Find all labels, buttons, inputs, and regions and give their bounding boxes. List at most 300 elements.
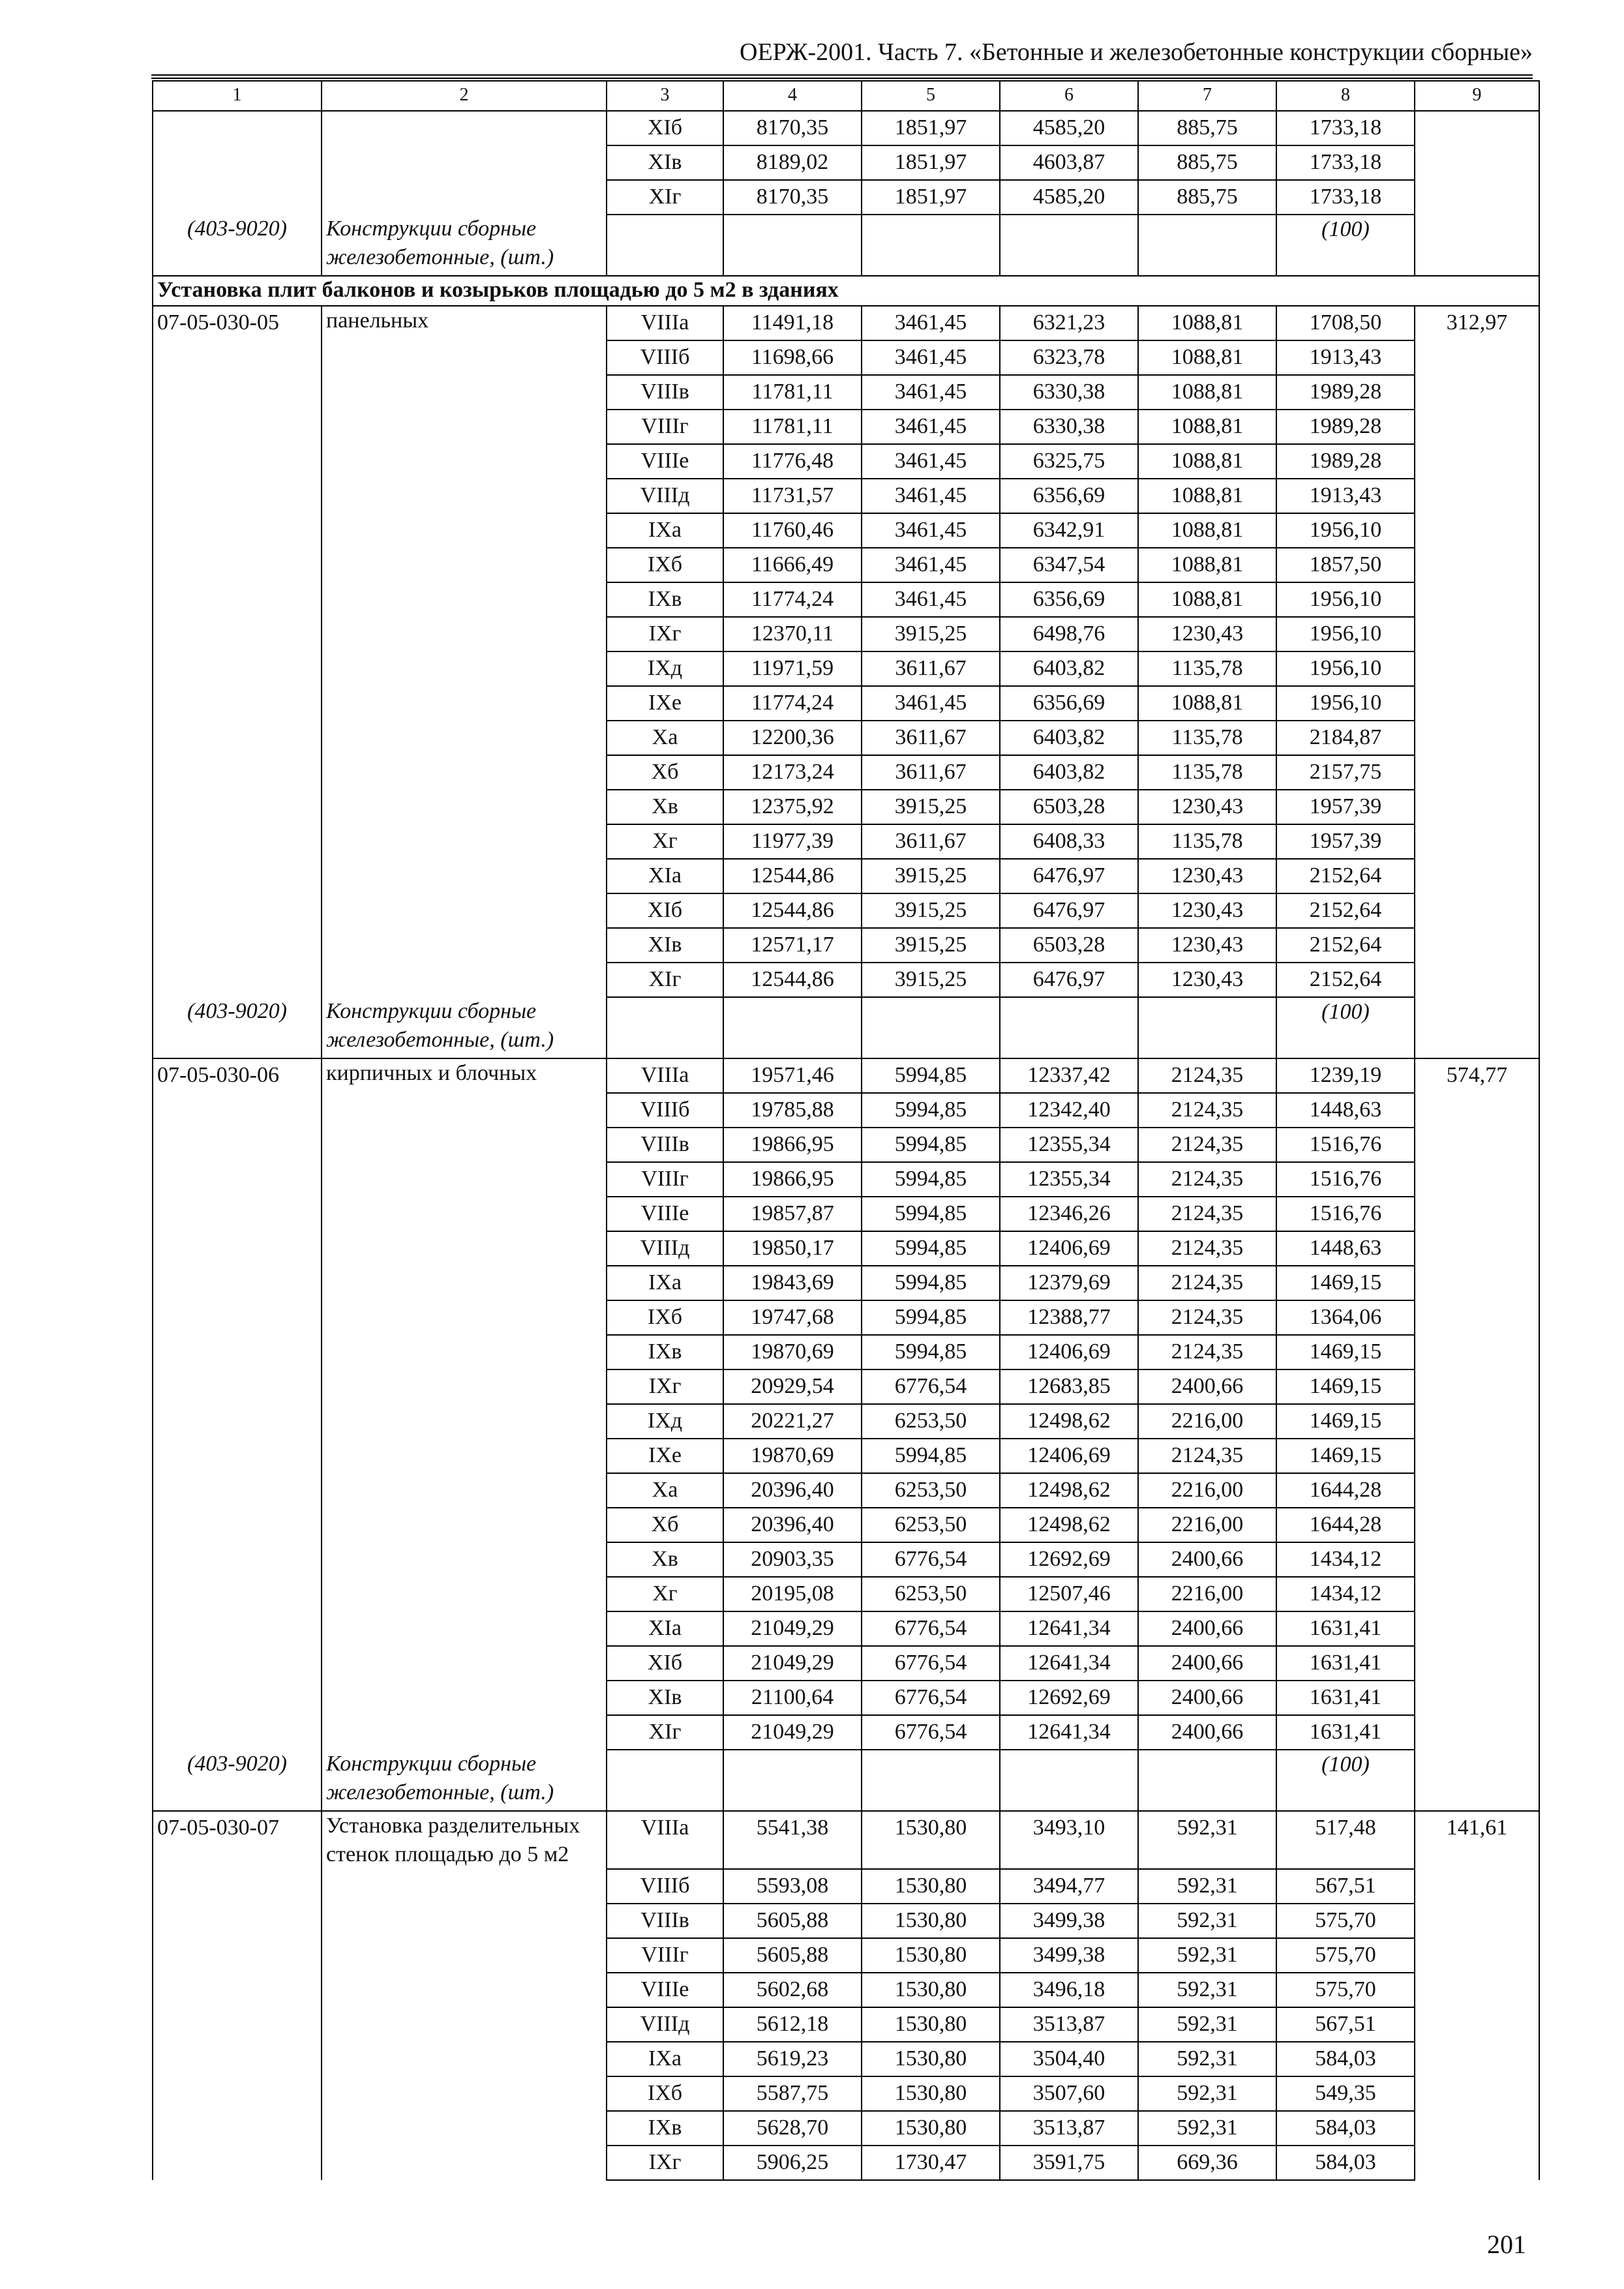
price-cell: 1530,80 [862,1938,1000,1973]
rate-name-cell [322,928,607,963]
extra-value-cell [1415,1681,1539,1715]
rate-name-cell [322,1231,607,1266]
rate-code-cell [153,1439,322,1473]
table-row [153,1335,1539,1369]
price-cell: 1989,28 [1276,444,1415,479]
empty-cell [1138,215,1276,276]
territory-zone-cell: IXв [607,1335,723,1369]
price-cell: 3507,60 [1000,2076,1138,2111]
price-cell: 1469,15 [1276,1404,1415,1439]
material-row [153,215,1539,276]
price-cell: 5906,25 [723,2146,862,2180]
price-cell: 592,31 [1138,2042,1276,2076]
price-cell: 1516,76 [1276,1197,1415,1231]
table-row [153,1128,1539,1162]
price-cell: 1469,15 [1276,1439,1415,1473]
rate-name-cell [322,1973,607,2007]
price-cell: 6776,54 [862,1681,1000,1715]
price-cell: 3461,45 [862,340,1000,375]
extra-value-cell [1415,824,1539,859]
price-cell: 6253,50 [862,1404,1000,1439]
price-cell: 20195,08 [723,1577,862,1611]
price-cell: 1631,41 [1276,1646,1415,1681]
rate-name-cell [322,1162,607,1197]
table-row [153,928,1539,963]
rate-code-cell [153,145,322,180]
price-cell: 1956,10 [1276,617,1415,651]
rate-name-cell [322,340,607,375]
price-cell: 1516,76 [1276,1128,1415,1162]
price-cell: 1088,81 [1138,548,1276,582]
price-cell: 5994,85 [862,1162,1000,1197]
material-name: Конструкции сборные железобетонные, (шт.) [322,1750,607,1811]
territory-zone-cell: Xа [607,721,723,755]
price-cell: 1530,80 [862,1973,1000,2007]
rate-code-cell [153,859,322,893]
price-cell: 1135,78 [1138,755,1276,790]
extra-value-cell [1415,340,1539,375]
rate-name-cell: Установка разделительных стенок площадью до 5 м2 [322,1811,607,1869]
price-cell: 3915,25 [862,963,1000,997]
territory-zone-cell: IXг [607,1369,723,1404]
price-cell: 20929,54 [723,1369,862,1404]
rate-code-cell [153,548,322,582]
price-cell: 3591,75 [1000,2146,1138,2180]
price-cell: 2400,66 [1138,1369,1276,1404]
price-cell: 2152,64 [1276,963,1415,997]
price-cell: 6323,78 [1000,340,1138,375]
price-cell: 6356,69 [1000,686,1138,721]
rate-code-cell [153,1128,322,1162]
empty-cell [1000,1750,1138,1811]
price-cell: 1851,97 [862,180,1000,215]
price-cell: 1088,81 [1138,479,1276,513]
extra-value-cell [1415,928,1539,963]
extra-value-cell [1415,963,1539,997]
territory-zone-cell: VIIIг [607,1938,723,1973]
price-cell: 1631,41 [1276,1681,1415,1715]
price-cell: 12692,69 [1000,1681,1138,1715]
territory-zone-cell: VIIIе [607,1973,723,2007]
price-cell: 19785,88 [723,1093,862,1128]
extra-value-cell [1415,1231,1539,1266]
empty-cell [723,997,862,1058]
table-row [153,479,1539,513]
price-cell: 6403,82 [1000,651,1138,686]
price-cell: 3611,67 [862,651,1000,686]
price-cell: 1230,43 [1138,963,1276,997]
extra-value-cell [1415,1973,1539,2007]
rate-name-cell: кирпичных и блочных [322,1058,607,1093]
table-row [153,963,1539,997]
price-cell: 1469,15 [1276,1266,1415,1300]
price-cell: 2152,64 [1276,928,1415,963]
territory-zone-cell: Xг [607,824,723,859]
extra-value-cell [1415,444,1539,479]
empty-cell [607,997,723,1058]
rate-code-cell [153,790,322,824]
territory-zone-cell: VIIIд [607,479,723,513]
rate-code-cell [153,1266,322,1300]
rate-name-cell [322,1715,607,1750]
extra-value-cell [1415,1542,1539,1577]
extra-value-cell [1415,1335,1539,1369]
extra-value-cell [1415,410,1539,444]
price-cell: 1530,80 [862,2007,1000,2042]
extra-value-cell [1415,2007,1539,2042]
price-cell: 2124,35 [1138,1128,1276,1162]
price-cell: 2216,00 [1138,1577,1276,1611]
price-cell: 1989,28 [1276,375,1415,410]
price-cell: 6476,97 [1000,893,1138,928]
price-cell: 1530,80 [862,1811,1000,1869]
price-cell: 5587,75 [723,2076,862,2111]
table-row [153,2076,1539,2111]
price-cell: 5605,88 [723,1904,862,1938]
territory-zone-cell: XIг [607,180,723,215]
rate-name-cell [322,1611,607,1646]
price-cell: 1530,80 [862,1904,1000,1938]
price-cell: 12355,34 [1000,1162,1138,1197]
material-code-text: (403-9020) [187,1752,287,1776]
rate-name-cell [322,963,607,997]
table-row [153,1869,1539,1904]
price-cell: 1730,47 [862,2146,1000,2180]
price-cell: 1957,39 [1276,824,1415,859]
price-cell: 4585,20 [1000,180,1138,215]
price-cell: 5994,85 [862,1128,1000,1162]
price-cell: 2124,35 [1138,1439,1276,1473]
price-cell: 12498,62 [1000,1508,1138,1542]
territory-zone-cell: IXв [607,582,723,617]
territory-zone-cell: Xб [607,1508,723,1542]
price-cell: 3496,18 [1000,1973,1138,2007]
price-table-body [153,81,1539,2180]
extra-value-cell [1415,893,1539,928]
extra-value-cell [1415,1162,1539,1197]
empty-cell [607,215,723,276]
column-number: 5 [862,81,1000,111]
price-cell: 1708,50 [1276,306,1415,340]
extra-value-cell [1415,1128,1539,1162]
extra-value-cell [1415,548,1539,582]
price-cell: 3499,38 [1000,1904,1138,1938]
extra-value-cell [1415,1611,1539,1646]
price-cell: 669,36 [1138,2146,1276,2180]
price-cell: 20396,40 [723,1473,862,1508]
rate-name-cell [322,2111,607,2146]
territory-zone-cell: IXб [607,2076,723,2111]
price-cell: 1957,39 [1276,790,1415,824]
rate-name-cell: панельных [322,306,607,340]
price-cell: 1088,81 [1138,582,1276,617]
price-cell: 6503,28 [1000,928,1138,963]
extra-value-cell [1415,1473,1539,1508]
territory-zone-cell: VIIIб [607,340,723,375]
territory-zone-cell: Xб [607,755,723,790]
price-cell: 1733,18 [1276,180,1415,215]
price-cell: 1088,81 [1138,340,1276,375]
territory-zone-cell: IXг [607,617,723,651]
price-cell: 1733,18 [1276,145,1415,180]
price-cell: 1956,10 [1276,513,1415,548]
rate-name-cell [322,1093,607,1128]
price-cell: 11977,39 [723,824,862,859]
table-row [153,790,1539,824]
extra-value-cell [1415,755,1539,790]
price-cell: 12375,92 [723,790,862,824]
price-cell: 5994,85 [862,1197,1000,1231]
table-row [153,340,1539,375]
price-cell: 5994,85 [862,1231,1000,1266]
territory-zone-cell: IXв [607,2111,723,2146]
header-title: ОЕРЖ-2001. Часть 7. «Бетонные и железобетонные конструкции сборные» [740,38,1533,66]
price-cell: 3915,25 [862,859,1000,893]
extra-value-cell [1415,1439,1539,1473]
price-cell: 11776,48 [723,444,862,479]
price-cell: 12406,69 [1000,1335,1138,1369]
price-cell: 1469,15 [1276,1369,1415,1404]
rate-name-cell [322,893,607,928]
table-row [153,2146,1539,2180]
price-cell: 21100,64 [723,1681,862,1715]
rate-code-cell [153,824,322,859]
price-cell: 1230,43 [1138,859,1276,893]
rate-code-cell [153,1869,322,1904]
extra-value-cell [1415,859,1539,893]
empty-cell [862,215,1000,276]
price-cell: 592,31 [1138,2076,1276,2111]
price-cell: 575,70 [1276,1973,1415,2007]
price-cell: 5612,18 [723,2007,862,2042]
column-number-row [153,81,1539,111]
price-cell: 5994,85 [862,1335,1000,1369]
price-cell: 12692,69 [1000,1542,1138,1577]
price-cell: 20396,40 [723,1508,862,1542]
price-cell: 3461,45 [862,686,1000,721]
rate-name-cell [322,2042,607,2076]
material-code [153,997,322,1058]
price-cell: 1088,81 [1138,410,1276,444]
price-cell: 5602,68 [723,1973,862,2007]
empty-cell [862,997,1000,1058]
price-cell: 6321,23 [1000,306,1138,340]
price-cell: 5593,08 [723,1869,862,1904]
empty-cell [1415,1750,1539,1811]
territory-zone-cell: IXб [607,1300,723,1335]
price-cell: 12388,77 [1000,1300,1138,1335]
table-row [153,1162,1539,1197]
price-cell: 6347,54 [1000,548,1138,582]
price-cell: 12355,34 [1000,1128,1138,1162]
territory-zone-cell: XIб [607,1646,723,1681]
rate-code-cell [153,1542,322,1577]
rate-name-cell [322,1404,607,1439]
empty-cell [1415,997,1539,1058]
empty-cell [723,1750,862,1811]
price-cell: 20903,35 [723,1542,862,1577]
price-cell: 12507,46 [1000,1577,1138,1611]
price-cell: 1448,63 [1276,1093,1415,1128]
extra-value-cell [1415,479,1539,513]
rate-code-cell [153,1404,322,1439]
price-cell: 12571,17 [723,928,862,963]
rate-name-cell [322,513,607,548]
table-row [153,686,1539,721]
price-cell: 1088,81 [1138,444,1276,479]
rate-code-cell: 07-05-030-05 [153,306,322,340]
territory-zone-cell: VIIIе [607,444,723,479]
price-cell: 2400,66 [1138,1611,1276,1646]
material-code-text: (403-9020) [187,999,287,1023]
table-row [153,1973,1539,2007]
rate-code-cell: 07-05-030-06 [153,1058,322,1093]
extra-value-cell [1415,1093,1539,1128]
table-row [153,1439,1539,1473]
territory-zone-cell: XIв [607,928,723,963]
price-cell: 5994,85 [862,1300,1000,1335]
price-cell: 592,31 [1138,1904,1276,1938]
material-qty: (100) [1276,1750,1415,1811]
price-cell: 6403,82 [1000,721,1138,755]
material-name: Конструкции сборные железобетонные, (шт.) [322,997,607,1058]
price-cell: 6403,82 [1000,755,1138,790]
extra-value-cell [1415,617,1539,651]
extra-value-cell [1415,721,1539,755]
territory-zone-cell: IXа [607,1266,723,1300]
material-row [153,997,1539,1058]
table-row [153,1611,1539,1646]
price-cell: 1913,43 [1276,340,1415,375]
territory-zone-cell: XIг [607,963,723,997]
price-cell: 19870,69 [723,1439,862,1473]
territory-zone-cell: IXе [607,686,723,721]
table-row [153,1197,1539,1231]
rate-code-cell [153,1577,322,1611]
territory-zone-cell: IXа [607,513,723,548]
price-cell: 6325,75 [1000,444,1138,479]
rate-code-cell [153,111,322,145]
price-cell: 1956,10 [1276,651,1415,686]
price-cell: 575,70 [1276,1938,1415,1973]
price-cell: 12544,86 [723,859,862,893]
price-cell: 592,31 [1138,1869,1276,1904]
price-cell: 1851,97 [862,111,1000,145]
price-cell: 5619,23 [723,2042,862,2076]
price-cell: 3461,45 [862,479,1000,513]
rate-name-cell [322,1646,607,1681]
price-cell: 12406,69 [1000,1231,1138,1266]
material-row [153,1750,1539,1811]
table-row [153,548,1539,582]
price-cell: 21049,29 [723,1646,862,1681]
price-cell: 19747,68 [723,1300,862,1335]
territory-zone-cell: Xа [607,1473,723,1508]
price-cell: 12173,24 [723,755,862,790]
price-cell: 6476,97 [1000,963,1138,997]
rate-code-cell [153,1611,322,1646]
price-cell: 1530,80 [862,2042,1000,2076]
price-cell: 3611,67 [862,824,1000,859]
price-cell: 549,35 [1276,2076,1415,2111]
page-number: 201 [1487,2230,1526,2259]
price-cell: 1088,81 [1138,375,1276,410]
price-cell: 20221,27 [723,1404,862,1439]
rate-code-cell [153,1973,322,2007]
price-cell: 1364,06 [1276,1300,1415,1335]
rate-code-cell [153,2042,322,2076]
price-cell: 6776,54 [862,1715,1000,1750]
table-row [153,1300,1539,1335]
price-cell: 8189,02 [723,145,862,180]
price-cell: 8170,35 [723,111,862,145]
price-cell: 3461,45 [862,444,1000,479]
material-qty: (100) [1276,997,1415,1058]
price-cell: 2152,64 [1276,893,1415,928]
rate-name-cell [322,790,607,824]
table-row [153,721,1539,755]
price-cell: 3493,10 [1000,1811,1138,1869]
price-cell: 11731,57 [723,479,862,513]
price-cell: 1088,81 [1138,513,1276,548]
price-cell: 1956,10 [1276,686,1415,721]
price-cell: 19870,69 [723,1335,862,1369]
price-cell: 5994,85 [862,1093,1000,1128]
price-cell: 12544,86 [723,893,862,928]
extra-value-cell [1415,2076,1539,2111]
extra-value-cell [1415,1577,1539,1611]
rate-name-cell [322,1508,607,1542]
price-cell: 1851,97 [862,145,1000,180]
rate-code-cell [153,2146,322,2180]
territory-zone-cell: IXд [607,651,723,686]
rate-code-cell [153,1473,322,1508]
table-row [153,1542,1539,1577]
price-cell: 1135,78 [1138,651,1276,686]
price-cell: 1530,80 [862,1869,1000,1904]
rate-code-cell [153,721,322,755]
table-row [153,1508,1539,1542]
rate-code-cell [153,2111,322,2146]
table-row [153,1093,1539,1128]
rate-code-cell [153,1369,322,1404]
page-header [151,38,1533,76]
extra-value-cell: 574,77 [1415,1058,1539,1093]
territory-zone-cell: VIIIа [607,306,723,340]
price-cell: 5994,85 [862,1266,1000,1300]
rate-name-cell [322,145,607,180]
price-cell: 12544,86 [723,963,862,997]
rate-name-cell [322,479,607,513]
table-row [153,1681,1539,1715]
price-cell: 567,51 [1276,2007,1415,2042]
territory-zone-cell: VIIIе [607,1197,723,1231]
price-cell: 3915,25 [862,893,1000,928]
extra-value-cell [1415,145,1539,180]
table-row [153,444,1539,479]
territory-zone-cell: VIIIд [607,2007,723,2042]
price-cell: 1230,43 [1138,928,1276,963]
extra-value-cell [1415,1508,1539,1542]
extra-value-cell [1415,1715,1539,1750]
price-cell: 12406,69 [1000,1439,1138,1473]
price-cell: 6342,91 [1000,513,1138,548]
price-cell: 2157,75 [1276,755,1415,790]
price-cell: 2184,87 [1276,721,1415,755]
price-cell: 8170,35 [723,180,862,215]
rate-code-cell [153,755,322,790]
price-cell: 6356,69 [1000,479,1138,513]
